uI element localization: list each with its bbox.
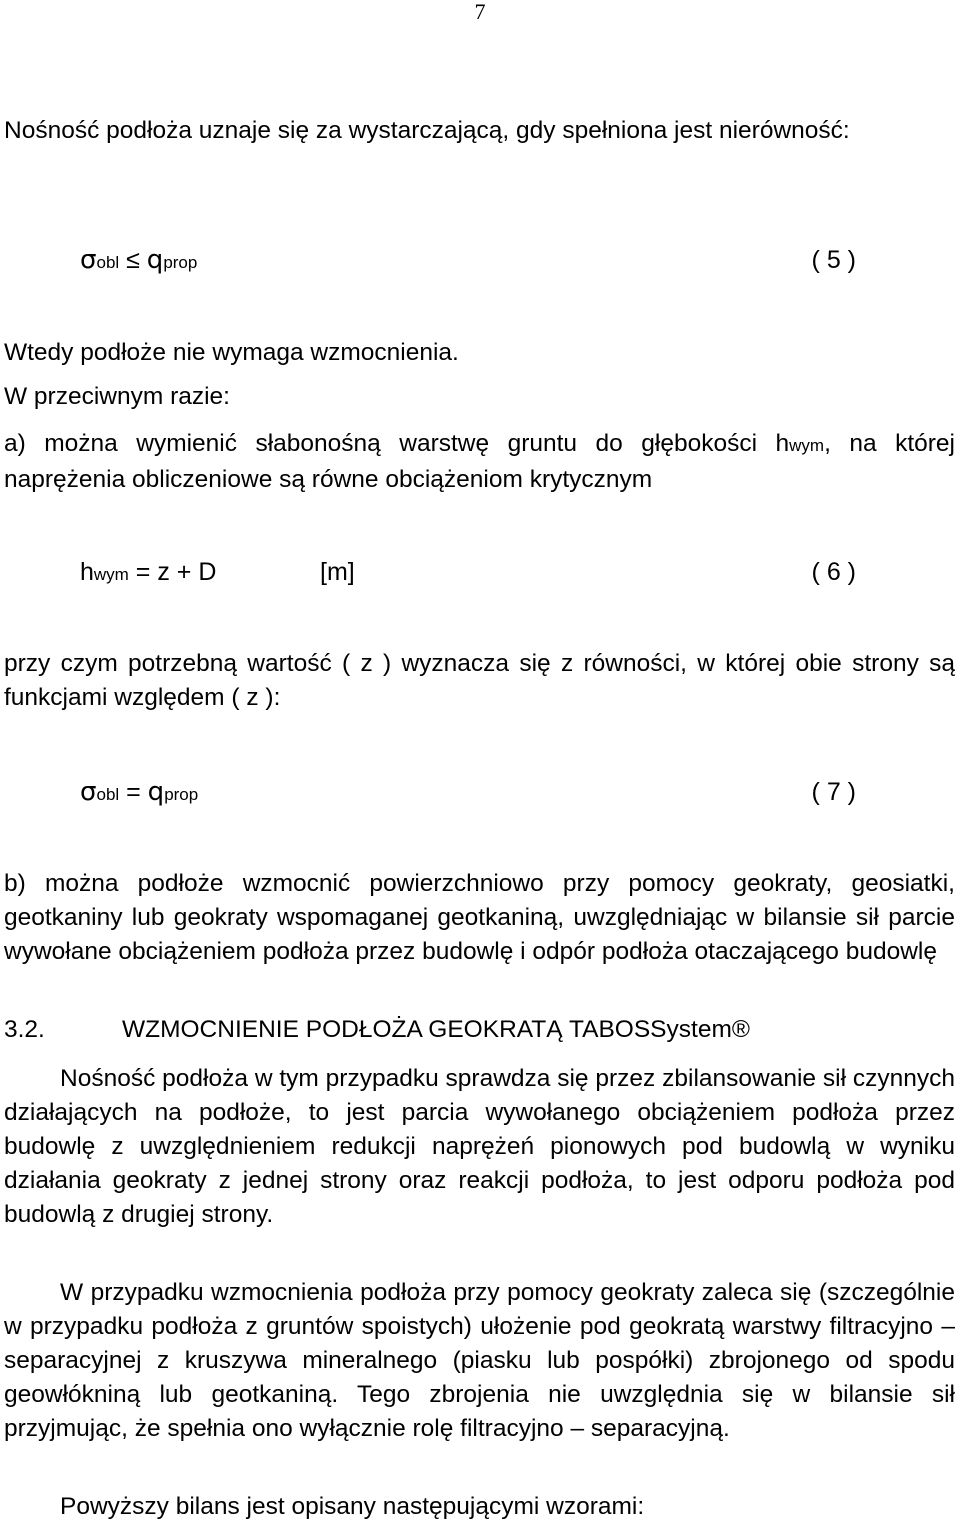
equation-number: ( 5 ): [811, 246, 856, 274]
operator: =: [119, 778, 148, 806]
equation-number: ( 6 ): [811, 558, 856, 586]
q-symbol: q: [147, 777, 165, 807]
formula-6: [80, 555, 856, 589]
q-subscript: prop: [164, 785, 199, 804]
option-a-text-2: , na której naprężenia obliczeniowe są równe obciążeniom krytycznym: [4, 430, 955, 493]
equation-number: ( 7 ): [811, 778, 856, 806]
paragraph-intro: Nośność podłoża uznaje się za wystarczającą, gdy spełniona jest nierówność:: [4, 117, 850, 144]
sigma-subscript: obl: [96, 785, 120, 804]
formula-7: [80, 775, 856, 809]
section-number: 3.2.: [4, 1016, 45, 1043]
paragraph-filtration-layer: W przypadku wzmocnienia podłoża przy pomocy geokraty zaleca się (szczególnie w przypadku podłoża z gruntów spoistych) ułożenie pod geokratą warstwy filtracyjno – separacyjnej z kruszywa mineralnego (piasku lub pospółki) zbrojonego od spodu geowłókniną lub geotkaniną. Tego zbrojenia nie uwzględnia się w bilansie sił przyjmując, że spełnia ono wyłącznie rolę filtracyjno – separacyjną.: [4, 1279, 955, 1442]
section-title: WZMOCNIENIE PODŁOŻA GEOKRATĄ TABOSSystem®: [122, 1016, 750, 1043]
sigma-symbol: σ: [80, 777, 97, 807]
section-heading: [4, 1013, 955, 1047]
h-subscript: wym: [93, 565, 129, 584]
sigma-subscript: obl: [96, 253, 120, 272]
formula-5: [80, 243, 856, 277]
formula-rhs: = z + D: [128, 558, 217, 586]
operator: ≤: [119, 246, 147, 274]
paragraph-formulas-intro: Powyższy bilans jest opisany następującymi wzorami:: [60, 1493, 645, 1520]
q-symbol: q: [146, 245, 164, 275]
unit-label: [m]: [320, 558, 355, 586]
paragraph-option-b: b) można podłoże wzmocnić powierzchniowo przy pomocy geokraty, geosiatki, geotkaniny lub geokraty wspomaganej geotkaniną, uwzględniając w bilansie sił parcie wywołane obciążeniem podłoża przez budowlę i odpór podłoża otaczającego budowlę: [4, 870, 955, 965]
paragraph-no-reinforcement: Wtedy podłoże nie wymaga wzmocnienia.: [4, 339, 459, 366]
paragraph-otherwise: W przeciwnym razie:: [4, 383, 230, 410]
h-symbol: h: [80, 558, 94, 586]
paragraph-balance: Nośność podłoża w tym przypadku sprawdza się przez zbilansowanie sił czynnych działających na podłoże, to jest parcia wywołanego obciążeniem podłoża przez budowlę z uwzględnieniem redukcji naprężeń pionowych pod budowlą w wyniku działania geokraty z jednej strony oraz reakcji podłoża, to jest odporu podłoża pod budowlą z drugiej strony.: [4, 1065, 955, 1228]
option-a-text-1: a) można wymienić słabonośną warstwę gruntu do głębokości h: [4, 430, 790, 457]
option-a-subscript: wym: [789, 436, 825, 455]
page-number: 7: [474, 0, 486, 24]
paragraph-option-a: [4, 427, 955, 497]
sigma-symbol: σ: [80, 245, 97, 275]
paragraph-z-condition: przy czym potrzebną wartość ( z ) wyznacza się z równości, w której obie strony są funkcjami względem ( z ):: [4, 650, 955, 711]
q-subscript: prop: [163, 253, 198, 272]
